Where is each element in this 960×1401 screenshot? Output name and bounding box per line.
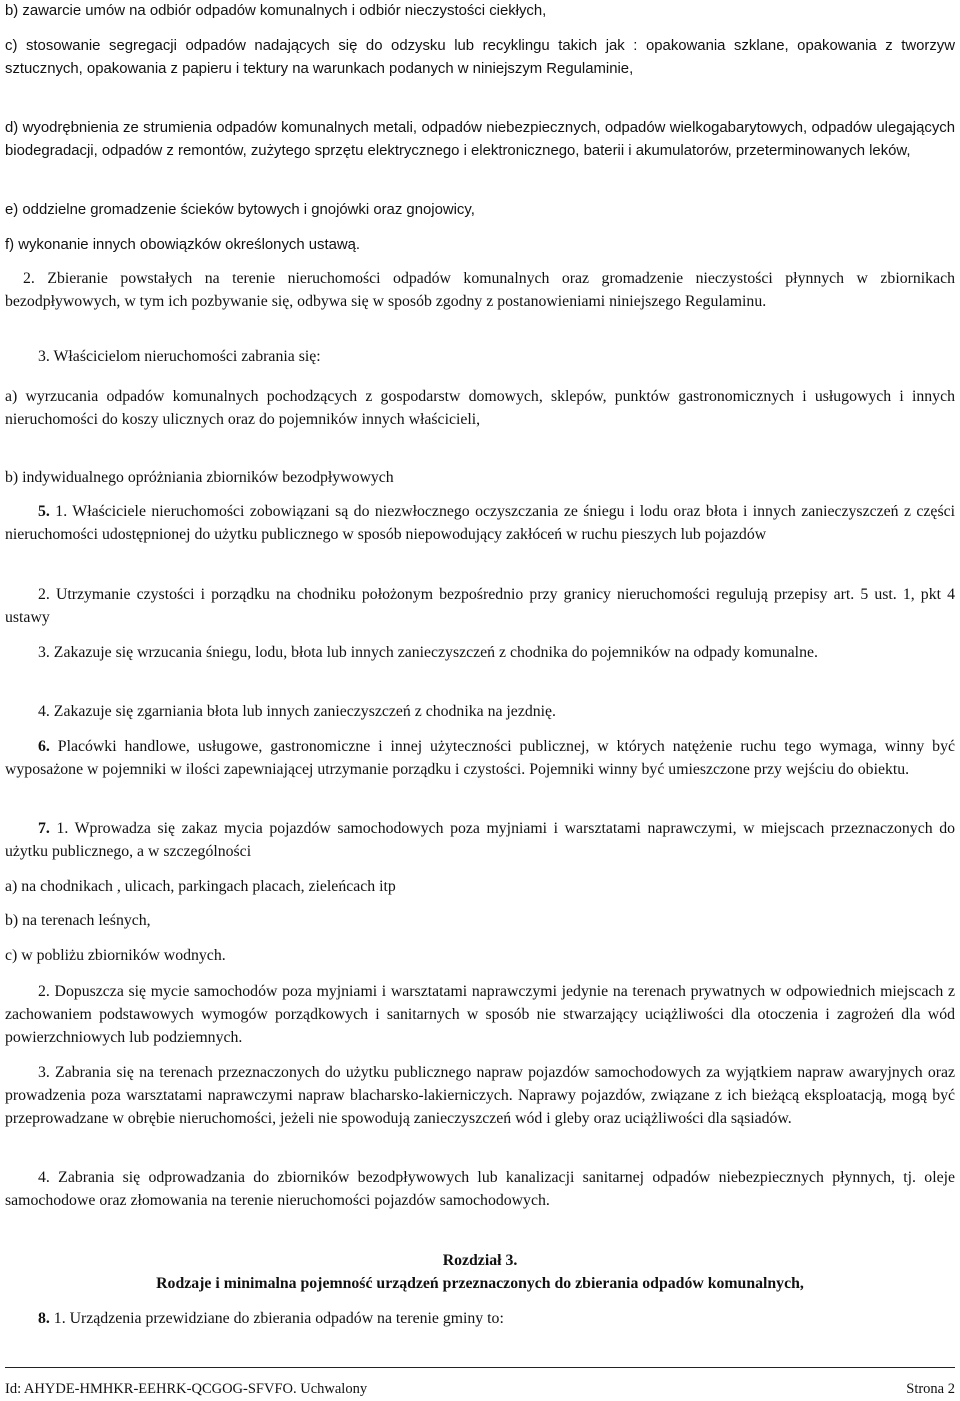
list-item-d: d) wyodrębnienia ze strumienia odpadów komunalnych metali, odpadów niebezpiecznych, odpadów wielkogabarytowych, odpadów ulegających biodegradacji, odpadów z remontów, zużytego sprzętu elektrycznego i elektronicznego, baterii i akumulatorów, przeterminowanych leków, [5, 120, 955, 159]
list-item-e: e) oddzielne gromadzenie ścieków bytowych i gnojówki oraz gnojowicy, [5, 202, 475, 218]
section-6-paragraph [5, 735, 955, 781]
section-6-text: Placówki handlowe, usługowe, gastronomiczne i innej użyteczności publicznej, w których natężenie ruchu tego wymaga, winny być wyposażone w pojemniki w ilości zapewniającej utrzymanie porządku i czystości. Pojemniki winny być umieszczone przy wejściu do obiektu. [5, 738, 955, 778]
list-item-b: b) zawarcie umów na odbiór odpadów komunalnych i odbiór nieczystości ciekłych, [5, 3, 547, 19]
section-8-text: 1. Urządzenia przewidziane do zbierania odpadów na terenie gminy to: [49, 1310, 504, 1327]
section-5-number: 5. [38, 503, 50, 520]
footer-page-number: Strona 2 [906, 1381, 955, 1397]
section-7-item-a: a) na chodnikach , ulicach, parkingach placach, zieleńcach itp [5, 878, 396, 895]
section-7-paragraph-2: 2. Dopuszcza się mycie samochodów poza myjniami i warsztatami naprawczymi jedynie na terenach prywatnych w odpowiednich miejscach z zachowaniem podstawowych wymogów porządkowych i sanitarnych w sposób nie stwarzający uciążliwości dla otoczenia i zagrożeń dla wód powierzchniowych lub podziemnych. [5, 983, 955, 1046]
section-7-paragraph-3: 3. Zabrania się na terenach przeznaczonych do użytku publicznego napraw pojazdów samochodowych za wyjątkiem napraw awaryjnych oraz prowadzenia poza warsztatami naprawczymi napraw blacharsko-lakierniczych. Naprawy pojazdów, związane z ich bieżącą eksploatacją, mogą być przeprowadzane w obrębie nieruchomości, jeżeli nie spowodują zanieczyszczeń wód i gleby oraz uciążliwości dla sąsiadów. [5, 1064, 955, 1127]
section-5-paragraph-3: 3. Zakazuje się wrzucania śniegu, lodu, błota lub innych zanieczyszczeń z chodnika do pojemników na odpady komunalne. [38, 644, 818, 661]
paragraph-3: 3. Właścicielom nieruchomości zabrania się: [38, 348, 321, 365]
section-7-paragraph-4: 4. Zabrania się odprowadzania do zbiorników bezodpływowych lub kanalizacji sanitarnej odpadów niebezpiecznych płynnych, tj. oleje samochodowe oraz złomowania na terenie nieruchomości pojazdów samochodowych. [5, 1169, 955, 1209]
footer-document-id: Id: AHYDE-HMHKR-EEHRK-QCGOG-SFVFO. Uchwalony [5, 1381, 368, 1397]
section-6-number: 6. [38, 738, 50, 755]
section-7-item-c: c) w pobliżu zbiorników wodnych. [5, 947, 226, 964]
list-item-c: c) stosowanie segregacji odpadów nadających się do odzysku lub recyklingu takich jak : opakowania szklane, opakowania z tworzyw sztucznych, opakowania z papieru i tektury na warunkach podanych w niniejszym Regulaminie, [5, 38, 955, 77]
section-5-text: 1. Właściciele nieruchomości zobowiązani są do niezwłocznego oczyszczania ze śniegu i lodu oraz błota i innych zanieczyszczeń z części nieruchomości udostępnionej do użytku publicznego w sposób niepowodujący zakłóceń w ruchu pieszych lub pojazdów [5, 503, 955, 543]
section-5-paragraph-1 [5, 500, 955, 546]
footer-divider [5, 1367, 955, 1368]
section-7-number: 7. [38, 820, 50, 837]
section-7-text: 1. Wprowadza się zakaz mycia pojazdów samochodowych poza myjniami i warsztatami naprawczymi, w miejscach przeznaczonych do użytku publicznego, a w szczególności [5, 820, 955, 860]
section-5-paragraph-2: 2. Utrzymanie czystości i porządku na chodniku położonym bezpośrednio przy granicy nieruchomości regulują przepisy art. 5 ust. 1, pkt 4 ustawy [5, 586, 955, 626]
chapter-subtitle: Rodzaje i minimalna pojemność urządzeń przeznaczonych do zbierania odpadów komunalnych, [156, 1275, 804, 1292]
section-7-paragraph-1 [5, 817, 955, 863]
list-item-f: f) wykonanie innych obowiązków określonych ustawą. [5, 237, 361, 253]
paragraph-3a: a) wyrzucania odpadów komunalnych pochodzących z gospodarstw domowych, sklepów, punktów gastronomicznych i usługowych i innych nieruchomości do koszy ulicznych oraz do pojemników innych właścicieli, [5, 388, 955, 428]
chapter-title: Rozdział 3. [442, 1252, 518, 1269]
section-5-paragraph-4: 4. Zakazuje się zgarniania błota lub innych zanieczyszczeń z chodnika na jezdnię. [38, 703, 556, 720]
section-7-item-b: b) na terenach leśnych, [5, 912, 151, 929]
paragraph-2: 2. Zbieranie powstałych na terenie nieruchomości odpadów komunalnych oraz gromadzenie nieczystości płynnych w zbiornikach bezodpływowych, w tym ich pozbywanie się, odbywa się w sposób zgodny z postanowieniami niniejszego Regulaminu. [5, 270, 955, 310]
section-8-paragraph-1 [5, 1307, 960, 1330]
paragraph-3b: b) indywidualnego opróżniania zbiorników bezodpływowych [5, 469, 394, 486]
section-8-number: 8. [38, 1310, 50, 1327]
